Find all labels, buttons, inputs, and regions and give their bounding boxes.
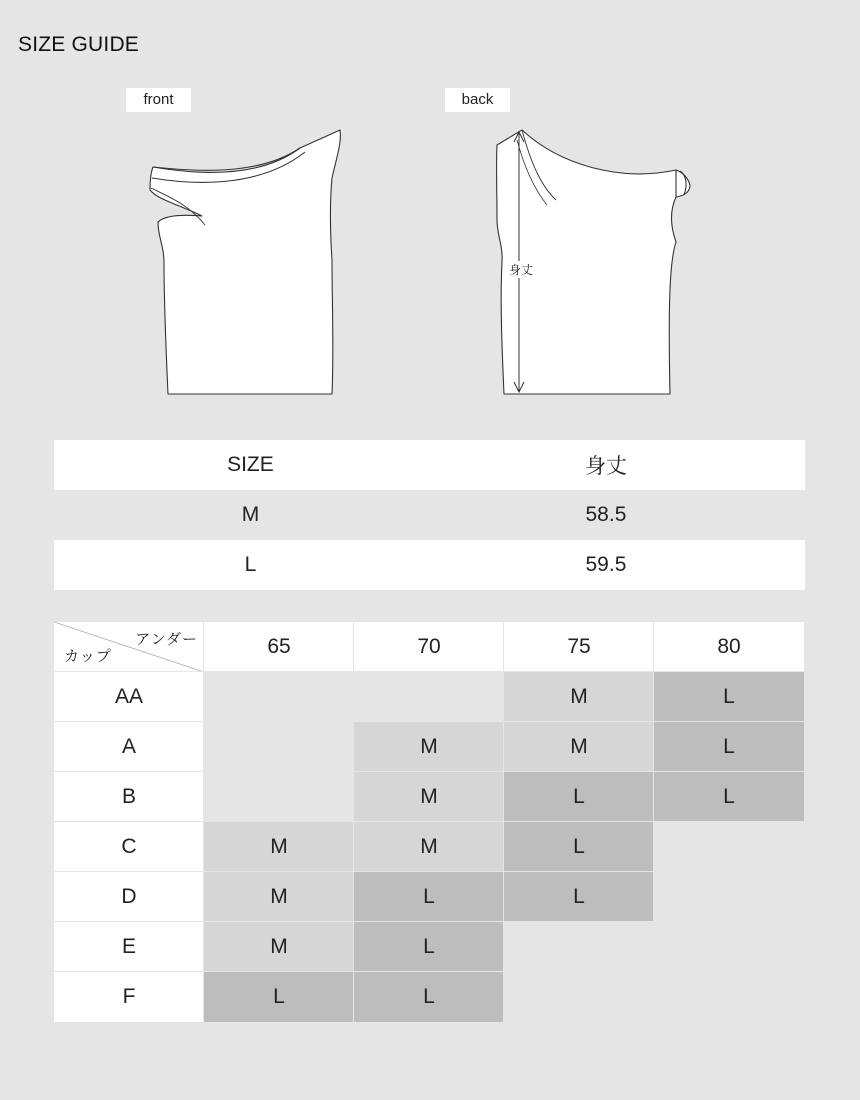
cup-size-cell: M [354, 722, 504, 772]
grid-divider [54, 871, 804, 872]
back-view-label: back [445, 88, 510, 112]
front-garment-drawing [150, 130, 340, 394]
grid-divider [54, 671, 804, 672]
cup-size-cell: L [654, 722, 804, 772]
grid-divider [54, 971, 804, 972]
cup-size-cell: L [354, 972, 504, 1022]
grid-divider [54, 721, 804, 722]
cup-size-cell: M [204, 872, 354, 922]
cup-size-cell [654, 972, 804, 1022]
page-title: SIZE GUIDE [18, 33, 140, 56]
cup-size-cell: M [354, 822, 504, 872]
length-header: 身丈 [584, 455, 627, 478]
size-table-header [54, 440, 805, 490]
size-cell: L [244, 553, 257, 576]
grid-divider [353, 622, 354, 1022]
cup-size-cell: L [354, 922, 504, 972]
cup-label: カップ [64, 648, 112, 665]
cup-size-cell [654, 872, 804, 922]
cup-size-cell [354, 672, 504, 722]
column-header-75: 75 [504, 622, 654, 672]
cup-row-label: C [54, 822, 204, 872]
grid-divider [54, 771, 804, 772]
chart-corner-header [54, 622, 204, 672]
cup-row-label: B [54, 772, 204, 822]
cup-size-cell: L [654, 672, 804, 722]
cup-size-cell: L [504, 822, 654, 872]
cup-row-label: D [54, 872, 204, 922]
cup-size-cell [504, 972, 654, 1022]
cup-size-cell: L [654, 772, 804, 822]
cup-size-cell: M [504, 722, 654, 772]
garment-illustration [0, 0, 860, 420]
cup-row-label: AA [54, 672, 204, 722]
grid-divider [54, 921, 804, 922]
cup-row-label: E [54, 922, 204, 972]
column-header-65: 65 [204, 622, 354, 672]
length-annotation-label: 身丈 [509, 263, 534, 277]
cup-row-label: F [54, 972, 204, 1022]
under-bust-label: アンダー [135, 631, 198, 648]
cup-row-label: A [54, 722, 204, 772]
column-header-70: 70 [354, 622, 504, 672]
cup-size-cell: M [354, 772, 504, 822]
front-view-label: front [126, 88, 191, 112]
grid-divider [203, 622, 204, 1022]
grid-divider [653, 622, 654, 1022]
grid-divider [54, 821, 804, 822]
cup-size-cell: M [504, 672, 654, 722]
cup-size-cell: L [204, 972, 354, 1022]
cup-size-cell [204, 722, 354, 772]
length-cell: 58.5 [585, 503, 627, 526]
size-header: SIZE [227, 453, 274, 476]
cup-size-cell: L [504, 872, 654, 922]
cup-size-cell: L [504, 772, 654, 822]
cup-size-cell [654, 822, 804, 872]
cup-size-cell [204, 672, 354, 722]
cup-size-cell: M [204, 922, 354, 972]
cup-size-cell [654, 922, 804, 972]
size-table [54, 440, 805, 590]
cup-size-cell [204, 772, 354, 822]
size-row-m [54, 490, 805, 540]
cup-size-cell: M [204, 822, 354, 872]
cup-size-cell: L [354, 872, 504, 922]
size-row-l [54, 540, 805, 590]
cup-size-cell [504, 922, 654, 972]
length-cell: 59.5 [585, 553, 627, 576]
grid-divider [503, 622, 504, 1022]
column-header-80: 80 [654, 622, 804, 672]
cup-size-chart [54, 622, 804, 1022]
size-cell: M [241, 503, 260, 526]
